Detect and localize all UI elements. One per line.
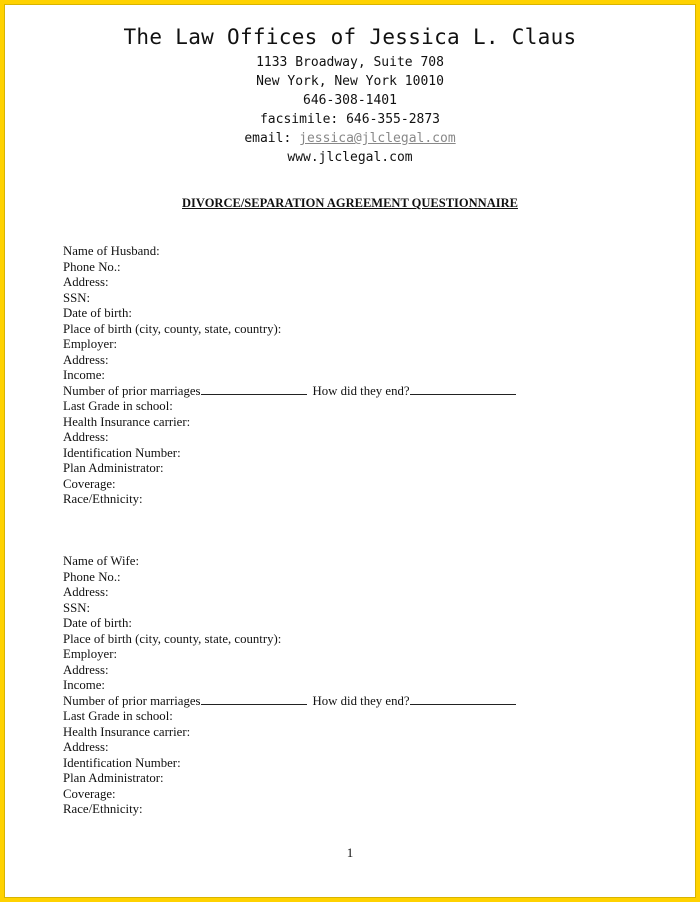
wife-section — [63, 554, 516, 818]
prior-marriages-blank[interactable] — [201, 694, 307, 705]
address-line-1: 1133 Broadway, Suite 708 — [256, 55, 444, 70]
husband-coverage-label: Coverage: — [63, 476, 116, 491]
document-title: DIVORCE/SEPARATION AGREEMENT QUESTIONNAIRE — [182, 196, 518, 210]
husband-plan-admin-label: Plan Administrator: — [63, 461, 164, 475]
wife-id-number-label: Identification Number: — [63, 755, 181, 770]
husband-name-label: Name of Husband: — [63, 244, 160, 258]
wife-income-label: Income: — [63, 678, 105, 692]
website: www.jlclegal.com — [287, 150, 413, 165]
wife-phone-label: Phone No.: — [63, 569, 121, 584]
husband-phone-label: Phone No.: — [63, 259, 121, 274]
document-page — [4, 4, 696, 898]
wife-dob-label: Date of birth: — [63, 616, 132, 630]
wife-insurance-address-label: Address: — [63, 740, 109, 754]
husband-grade-label: Last Grade in school: — [63, 399, 173, 413]
husband-section — [63, 244, 516, 508]
wife-employer-label: Employer: — [63, 647, 118, 661]
how-end-blank[interactable] — [410, 384, 516, 395]
address-line-2: New York, New York 10010 — [256, 74, 444, 89]
wife-address-label: Address: — [63, 585, 109, 599]
husband-id-number-label: Identification Number: — [63, 445, 181, 460]
wife-pob-label: Place of birth (city, county, state, country): — [63, 631, 282, 646]
husband-address-label: Address: — [63, 275, 109, 289]
wife-insurance-label: Health Insurance carrier: — [63, 724, 191, 739]
husband-insurance-address-label: Address: — [63, 430, 109, 444]
husband-pob-label: Place of birth (city, county, state, country): — [63, 321, 282, 336]
email-label: email: — [244, 131, 292, 146]
fax-number: 646-355-2873 — [346, 112, 441, 127]
wife-prior-marriages-row — [63, 694, 516, 710]
husband-income-label: Income: — [63, 368, 105, 382]
wife-plan-admin-label: Plan Administrator: — [63, 771, 164, 785]
husband-employer-label: Employer: — [63, 337, 118, 351]
prior-marriages-label: Number of prior marriages — [63, 383, 201, 398]
wife-employer-address-label: Address: — [63, 662, 109, 677]
prior-marriages-label: Number of prior marriages — [63, 693, 201, 708]
husband-insurance-label: Health Insurance carrier: — [63, 414, 191, 429]
husband-race-label: Race/Ethnicity: — [63, 492, 143, 506]
page-number: 1 — [346, 845, 354, 860]
husband-employer-address-label: Address: — [63, 352, 109, 367]
wife-ssn-label: SSN: — [63, 600, 91, 615]
how-end-blank[interactable] — [410, 694, 516, 705]
wife-race-label: Race/Ethnicity: — [63, 802, 143, 816]
husband-dob-label: Date of birth: — [63, 306, 132, 320]
email-line — [5, 129, 695, 148]
how-end-label: How did they end? — [312, 693, 410, 708]
husband-prior-marriages-row — [63, 384, 516, 400]
how-end-label: How did they end? — [312, 383, 410, 398]
husband-ssn-label: SSN: — [63, 290, 91, 305]
wife-coverage-label: Coverage: — [63, 786, 116, 801]
fax-label: facsimile: — [259, 112, 339, 127]
prior-marriages-blank[interactable] — [201, 384, 307, 395]
fax-line — [5, 110, 695, 129]
email-link[interactable]: jessica@jlclegal.com — [299, 131, 456, 146]
letterhead — [5, 25, 695, 167]
wife-name-label: Name of Wife: — [63, 554, 140, 568]
wife-grade-label: Last Grade in school: — [63, 709, 173, 723]
firm-name: The Law Offices of Jessica L. Claus — [123, 25, 577, 49]
phone-number: 646-308-1401 — [303, 93, 397, 108]
